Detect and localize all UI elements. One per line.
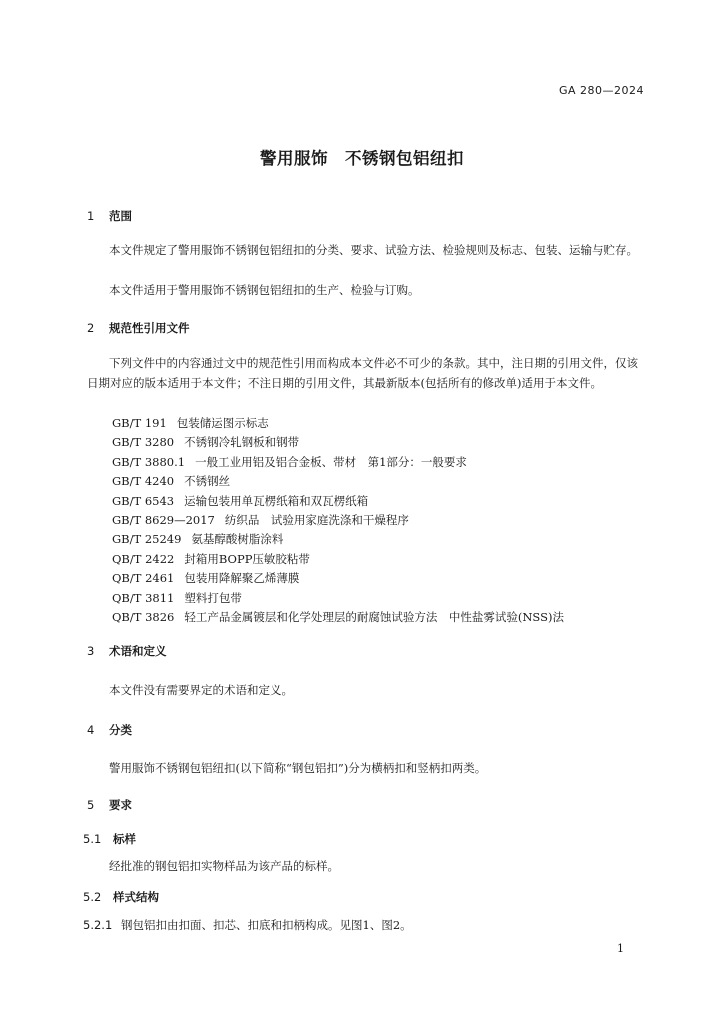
section-title: 要求 [109,798,132,812]
clause-number: 5.2.1 [83,918,113,932]
section-number: 5 [87,798,95,812]
reference-item [112,492,564,511]
section-5-heading [87,797,132,813]
reference-title: 包装储运图示标志 [176,416,269,430]
section-4-heading [87,722,132,738]
reference-code: GB/T 191 [112,416,167,430]
clause-text: 钢包铝扣由扣面、扣芯、扣底和扣柄构成。见图1、图2。 [121,918,412,932]
reference-item [112,569,564,588]
section-title: 术语和定义 [109,644,167,658]
reference-item [112,453,564,472]
reference-code: QB/T 3826 [112,609,175,624]
section-1-heading [87,208,132,224]
sample-paragraph: 经批准的钢包铝扣实物样品为该产品的标样。 [109,859,339,873]
section-title: 分类 [109,723,132,737]
reference-title: 一般工业用铝及铝合金板、带材 第1部分：一般要求 [195,454,467,469]
normative-refs-intro: 下列文件中的内容通过文中的规范性引用而构成本文件必不可少的条款。其中，注日期的引用文件，仅该日期对应的版本适用于本文件；不注日期的引用文件，其最新版本(包括所有的修改单)适用于本文件。 [87,356,638,390]
reference-title: 轻工产品金属镀层和化学处理层的耐腐蚀试验方法 中性盐雾试验(NSS)法 [184,609,564,624]
subsection-number: 5.1 [83,832,102,846]
subsection-5-1-heading [83,831,136,847]
reference-code: GB/T 3880.1 [112,454,186,469]
reference-title: 纺织品 试验用家庭洗涤和干燥程序 [224,512,409,527]
subsection-number: 5.2 [83,890,102,904]
section-number: 4 [87,723,95,737]
reference-item [112,472,564,491]
reference-item [112,414,564,433]
terms-paragraph: 本文件没有需要界定的术语和定义。 [109,683,293,697]
reference-item [112,530,564,549]
scope-paragraph-1: 本文件规定了警用服饰不锈钢包铝纽扣的分类、要求、试验方法、检验规则及标志、包装、运输与贮存。 [109,243,638,257]
reference-code: GB/T 6543 [112,493,175,508]
reference-title: 塑料打包带 [184,590,242,605]
section-title: 范围 [109,209,132,223]
reference-title: 氨基醇酸树脂涂料 [191,532,284,547]
reference-item [112,589,564,608]
subsection-title: 标样 [113,832,136,846]
reference-list [112,414,564,627]
reference-title: 不锈钢冷轧钢板和钢带 [184,435,300,450]
reference-item [112,511,564,530]
section-number: 3 [87,644,95,658]
subsection-title: 样式结构 [113,890,159,904]
classification-paragraph: 警用服饰不锈钢包铝纽扣(以下简称“钢包铝扣”)分为横柄扣和竖柄扣两类。 [109,761,487,775]
reference-title: 运输包装用单瓦楞纸箱和双瓦楞纸箱 [184,493,369,508]
reference-code: GB/T 8629—2017 [112,512,215,527]
scope-paragraph-2: 本文件适用于警用服饰不锈钢包铝纽扣的生产、检验与订购。 [109,283,420,297]
reference-item [112,433,564,452]
reference-item [112,550,564,569]
reference-item [112,608,564,627]
clause-5-2-1 [83,915,412,935]
reference-code: GB/T 25249 [112,532,182,547]
page-number: 1 [617,942,624,955]
subsection-5-2-heading [83,889,159,905]
reference-code: GB/T 3280 [112,435,175,450]
reference-title: 包装用降解聚乙烯薄膜 [184,571,300,586]
reference-title: 封箱用BOPP压敏胶粘带 [184,551,310,566]
section-2-heading [87,320,190,336]
reference-code: QB/T 2422 [112,551,175,566]
reference-title: 不锈钢丝 [184,474,231,489]
standard-code: GA 280—2024 [558,84,644,97]
reference-code: GB/T 4240 [112,474,175,489]
section-3-heading [87,643,167,659]
reference-code: QB/T 2461 [112,571,175,586]
document-title: 警用服饰 不锈钢包铝纽扣 [260,149,464,168]
reference-code: QB/T 3811 [112,590,175,605]
section-title: 规范性引用文件 [109,321,190,335]
section-number: 1 [87,209,95,223]
section-number: 2 [87,321,95,335]
